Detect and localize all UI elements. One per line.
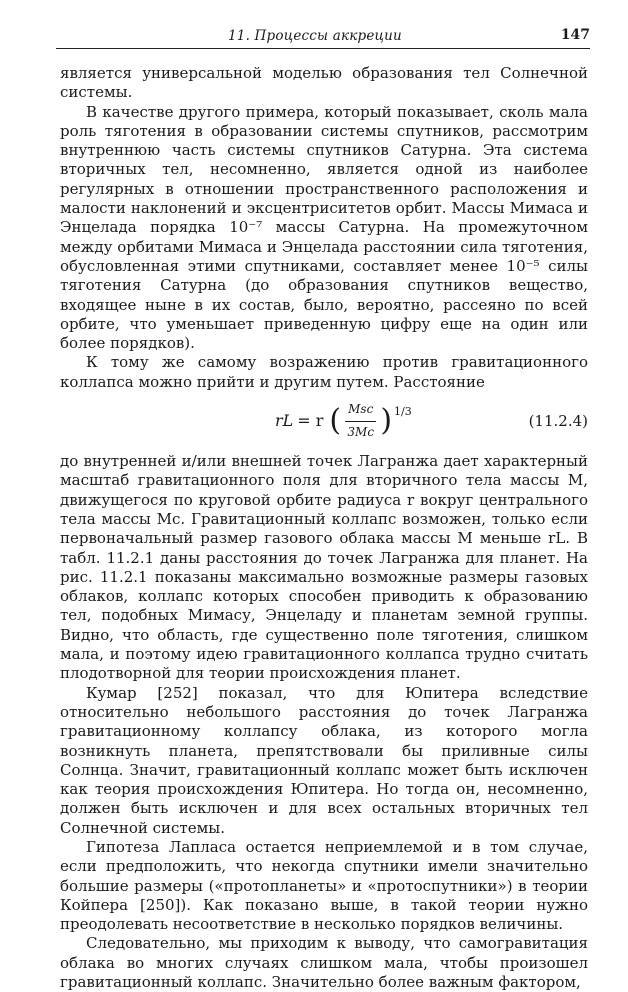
fraction-denominator: 3Mc xyxy=(347,424,375,439)
body-text xyxy=(60,64,588,992)
equation-lhs: rL xyxy=(275,411,294,431)
page-number: 147 xyxy=(560,27,590,43)
equation-equals: = r xyxy=(297,411,324,431)
paragraph-kumar: Кумар [252] показал, что для Юпитера вследствие относительно небольшого расстояния до точек Лагранжа гравитационному коллапсу облака, из которого могла возникнуть планета, препятствовали бы приливные силы Солнца. Значит, гравитационный коллапс может быть исключен как теория происхождения Юпитера. Но тогда он, несомненно, должен быть исключен и для всех остальных вторичных тел Солнечной системы. xyxy=(60,683,588,837)
left-paren: ( xyxy=(329,403,342,439)
fraction-numerator: Msc xyxy=(345,400,376,421)
paragraph-laplace: Гипотеза Лапласа остается неприемлемой и в том случае, если предположить, что некогда спутники имели значительно большие размеры («протопланеты» и «протоспутники») в теории Койпера [250]). Как показано выше, в такой теории нужно преодолевать несоответствие в несколько порядков величины. xyxy=(60,837,588,934)
paragraph-lagrange-scale: до внутренней и/или внешней точек Лагранжа дает характерный масштаб гравитационного поля для вторичного тела массы M, движущегося по круговой орбите радиуса r вокруг центрального тела массы Mc. Гравитационный коллапс возможен, только если первоначальный размер газового облака массы M меньше rL. В табл. 11.2.1 даны расстояния до точек Лагранжа для планет. На рис. 11.2.1 показаны максимально возможные размеры газовых облаков, коллапс которых способен приводить к образованию тел, подобных Мимасу, Энцеладу и планетам земной группы. Видно, что область, где существенно поле тяготения, слишком мала, и поэтому идею гравитационного коллапса трудно считать плодотворной для теории происхождения планет. xyxy=(60,452,588,683)
equation-11-2-4 xyxy=(60,392,588,452)
equation-number: (11.2.4) xyxy=(528,412,588,431)
equation-expression xyxy=(275,396,412,446)
paragraph-lagrange-intro: К тому же самому возражению против гравитационного коллапса можно прийти и другим путем. Расстояние xyxy=(60,353,588,391)
running-header xyxy=(56,26,590,49)
right-paren: ) xyxy=(380,403,393,439)
paragraph-continuation: является универсальной моделью образования тел Солнечной системы. xyxy=(60,64,588,102)
equation-exponent: 1/3 xyxy=(394,405,412,419)
chapter-title: 11. Процессы аккреции xyxy=(228,28,402,44)
paragraph-saturn-satellites: В качестве другого примера, который показывает, сколь мала роль тяготения в образовании системы спутников, рассмотрим внутреннюю часть системы спутников Сатурна. Эта система вторичных тел, несомненно, является одной из наиболее регулярных в отношении пространственного расположения и малости наклонений и эксцентриситетов орбит. Массы Мимаса и Энцелада порядка 10⁻⁷ массы Сатурна. На промежуточном между орбитами Мимаса и Энцелада расстоянии сила тяготения, обусловленная этими спутниками, составляет менее 10⁻⁵ силы тяготения Сатурна (до образования спутников вещество, входящее ныне в их состав, было, вероятно, рассеяно по всей орбите, что уменьшает приведенную цифру еще на один или более порядков). xyxy=(60,102,588,353)
paragraph-conclusion: Следовательно, мы приходим к выводу, что самогравитация облака во многих случаях слишком мала, чтобы произошел гравитационный коллапс. Значительно более важным фактором, xyxy=(60,934,588,992)
mass-ratio-fraction xyxy=(345,400,376,442)
